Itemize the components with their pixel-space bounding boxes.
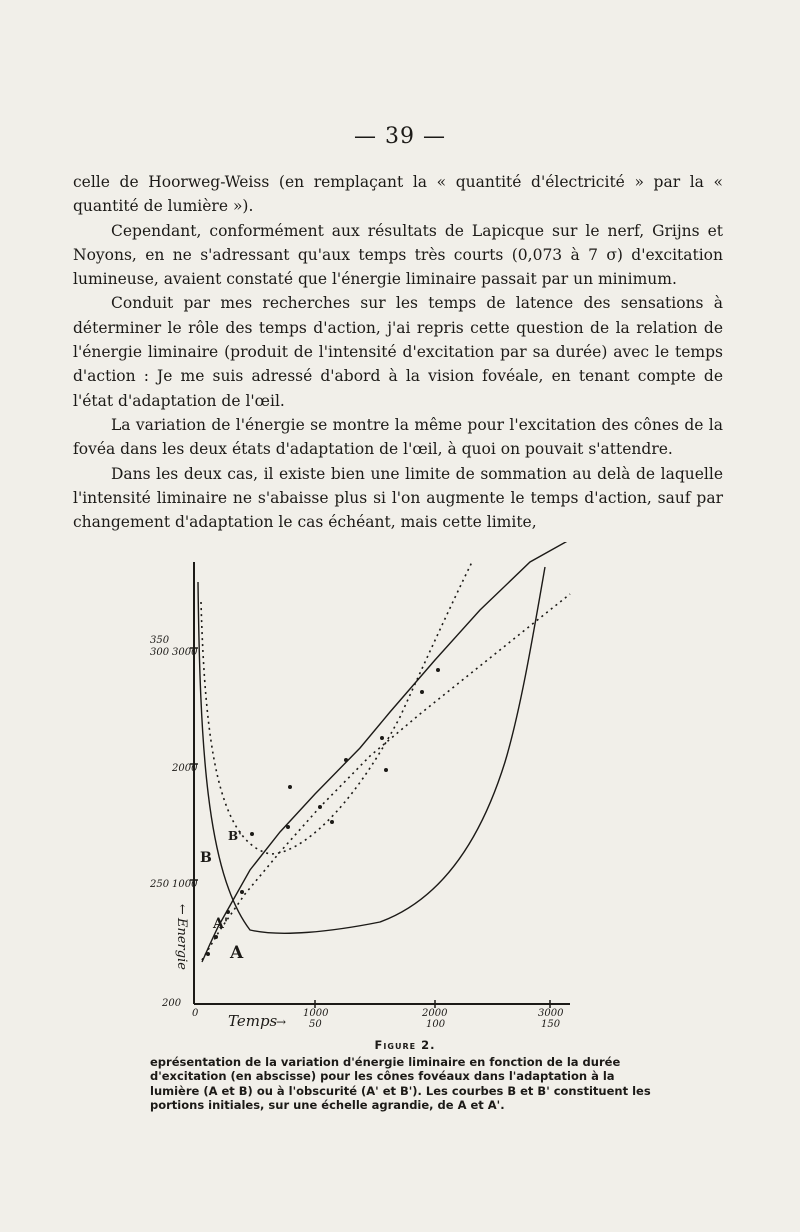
body-text (73, 170, 723, 534)
x-tick-2000: 2000 (422, 1008, 448, 1019)
x-tick-3000: 3000 (538, 1008, 564, 1019)
y-tick-1000: 1000 (172, 879, 198, 890)
x-axis-label: Temps (228, 1012, 278, 1030)
curve-B (198, 567, 545, 933)
figure (150, 542, 670, 1032)
x-tick-1000: 1000 (303, 1008, 329, 1019)
caption-body: eprésentation de la variation d'énergie liminaire en fonction de la durée d'excitation (en abscisse) pour les cônes fovéaux dans l'adaptation à la lumière (A et B) ou à l'obscurité (A' et B'). Les courbes B et B' constituent les portions initiales, sur une échelle agrandie, de A et A'. (150, 1054, 651, 1112)
y-tick-350: 350 (150, 635, 170, 646)
label-B: B (200, 850, 212, 866)
y-axis-label: Energie (174, 918, 189, 970)
x-tick-50: 50 (309, 1019, 322, 1030)
curve-A (202, 542, 580, 962)
paragraph-4: La variation de l'énergie se montre la même pour l'excitation des cônes de la fovéa dans les deux états d'adaptation de l'œil, à quoi on pouvait s'attendre. (73, 415, 723, 459)
paragraph-2: Cependant, conformément aux résultats de Lapicque sur le nerf, Grijns et Noyons, en ne s'adressant qu'aux temps très courts (0,073 à 7 σ) d'excitation lumineuse, avaient constaté que l'énergie liminaire passait par un minimum. (73, 221, 723, 289)
x-axis-arrow: → (276, 1015, 287, 1029)
x-tick-100: 100 (426, 1019, 446, 1030)
label-A-prime: A' (213, 916, 229, 932)
label-B-prime: B' (228, 829, 242, 843)
paragraph-5: Dans les deux cas, il existe bien une limite de sommation au delà de laquelle l'intensité liminaire ne s'abaisse plus si l'on augmente le temps d'action, sauf par changement d'adaptation le cas échéant, mais cette limite, (73, 464, 723, 532)
paragraph-3: Conduit par mes recherches sur les temps de latence des sensations à déterminer le rôle des temps d'action, j'ai repris cette question de la relation de l'énergie liminaire (produit de l'intensité d'excitation par sa durée) avec le temps d'action : Je me suis adressé d'abord à la vision fovéale, en tenant compte de l'état d'adaptation de l'œil. (73, 294, 723, 410)
data-points (206, 668, 440, 956)
y-tick-300: 300 (150, 647, 170, 658)
figure-plot (150, 542, 670, 1032)
y-tick-2000: 2000 (172, 763, 198, 774)
label-A: A (230, 943, 244, 963)
x-tick-150: 150 (541, 1019, 561, 1030)
y-tick-200: 200 (162, 998, 182, 1009)
y-tick-250: 250 (150, 879, 170, 890)
paragraph-1: celle de Hoorweg-Weiss (en remplaçant la « quantité d'électricité » par la « quantité de lumière »). (73, 173, 723, 216)
y-tick-3000: 3000 (172, 647, 198, 658)
y-axis-arrow: ↑ (177, 903, 188, 918)
caption-title: Figure 2. (374, 1038, 436, 1052)
curve-B-prime (201, 562, 472, 854)
curve-A-prime (202, 594, 570, 960)
page-number: — 39 — (354, 124, 446, 149)
x-tick-origin: 0 (192, 1008, 199, 1019)
figure-caption (150, 1038, 660, 1113)
